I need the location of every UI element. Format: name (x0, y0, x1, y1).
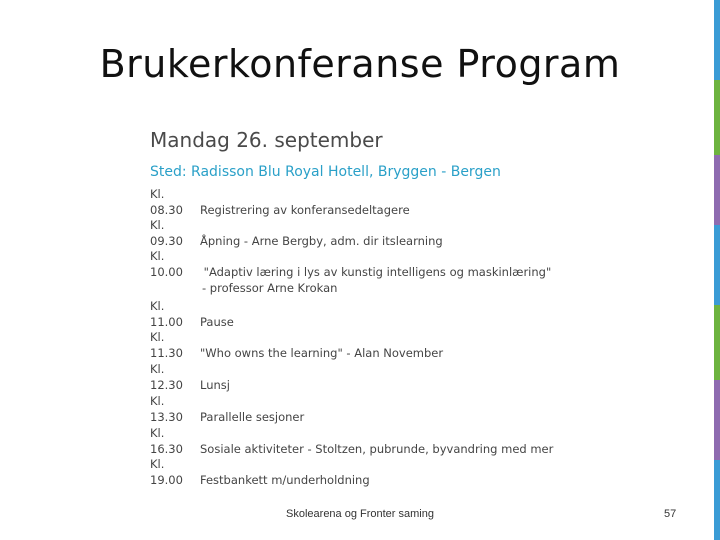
item-time: Kl. 12.30 (150, 362, 183, 392)
program-item (150, 329, 443, 361)
program-item (150, 186, 410, 218)
item-text: "Adaptiv læring i lys av kunstig intelligens og maskinlæring" (200, 265, 552, 279)
item-text: Lunsj (200, 378, 230, 392)
footer-text: Skolearena og Fronter saming (286, 508, 434, 520)
program-item (150, 298, 234, 330)
item-text: Åpning - Arne Bergby, adm. dir itslearning (200, 234, 443, 248)
edge-stripe (714, 80, 720, 155)
edge-stripe (714, 460, 720, 540)
item-text: Festbankett m/underholdning (200, 473, 370, 487)
item-time: Kl. 09.30 (150, 218, 183, 248)
edge-decoration (714, 0, 720, 540)
edge-stripe (714, 305, 720, 380)
program-content (150, 128, 690, 487)
program-item (150, 248, 551, 296)
program-item (150, 217, 443, 249)
item-text: "Who owns the learning" - Alan November (200, 346, 444, 360)
item-subtext: - professor Arne Krokan (202, 281, 338, 295)
program-item (150, 393, 304, 425)
program-item (150, 425, 553, 457)
item-time: Kl. 16.30 (150, 426, 183, 456)
program-item (150, 456, 370, 488)
program-item (150, 361, 230, 393)
edge-stripe (714, 0, 720, 80)
item-time: Kl. 11.00 (150, 299, 183, 329)
edge-stripe (714, 155, 720, 225)
item-text: Parallelle sesjoner (200, 410, 305, 424)
item-time: Kl. 10.00 (150, 249, 183, 279)
slide-title: Brukerkonferanse Program (99, 42, 621, 86)
edge-stripe (714, 380, 720, 460)
edge-stripe (714, 225, 720, 305)
item-text: Pause (200, 315, 234, 329)
item-time: Kl. 08.30 (150, 187, 183, 217)
item-time: Kl. 19.00 (150, 457, 183, 487)
day-heading: Mandag 26. september (150, 128, 383, 152)
item-text: Registrering av konferansedeltagere (200, 203, 410, 217)
venue-line: Sted: Radisson Blu Royal Hotell, Bryggen - Bergen (150, 164, 501, 180)
item-time: Kl. 11.30 (150, 330, 183, 360)
page-number: 57 (664, 508, 677, 520)
item-text: Sosiale aktiviteter - Stoltzen, pubrunde, byvandring med mer (200, 442, 554, 456)
item-time: Kl. 13.30 (150, 394, 183, 424)
